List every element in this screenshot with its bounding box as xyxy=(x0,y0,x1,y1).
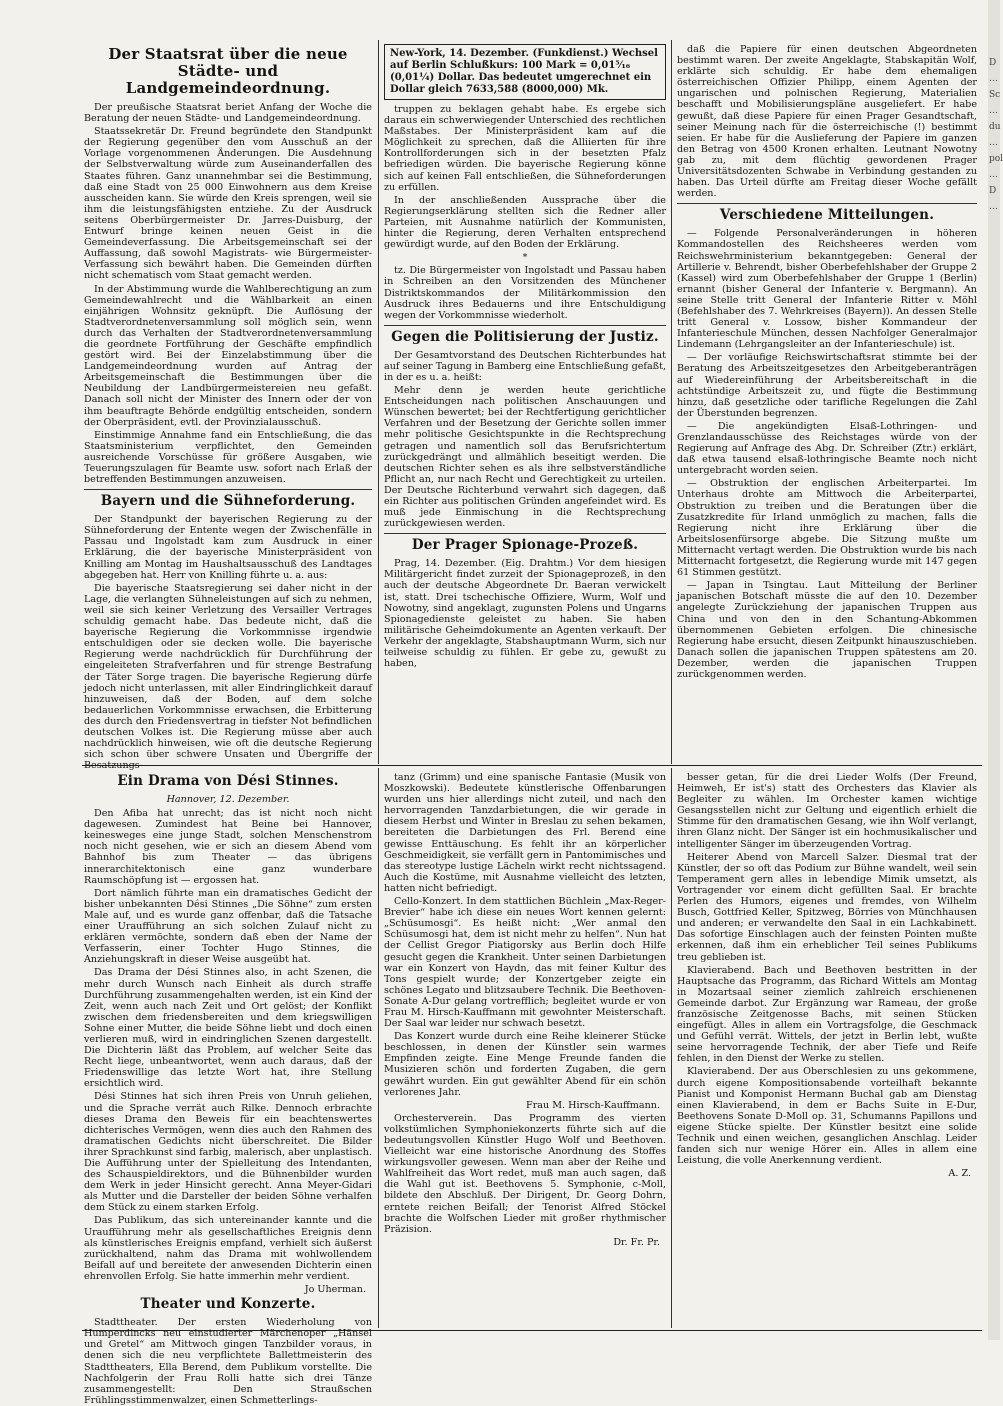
paragraph: Der Gesamtvorstand des Deutschen Richterbundes hat auf seiner Tagung in Bamberg eine Entschließung gefaßt, in der es u. a. heißt: xyxy=(384,349,666,383)
divider xyxy=(84,489,372,490)
article-column-1 xyxy=(84,44,372,772)
article-column-2 xyxy=(384,44,666,762)
dateline: Hannover, 12. Dezember. xyxy=(166,794,290,805)
paragraph: Der preußische Staatsrat beriet Anfang der Woche die Beratung der neuen Städte- und Landgemeindeordnung. xyxy=(84,102,372,125)
paragraph: tz. Die Bürgermeister von Ingolstadt und Passau haben in Schreiben an den Vorsitzenden des Münchener Distriktskommandos der Militärkommission den Ausdruck ihres Bedauerns und ihre Entschuldigung wegen der Vorkommnisse wiederholt. xyxy=(384,265,666,321)
paragraph: Staatssekretär Dr. Freund begründete den Standpunkt der Regierung gegenüber den vom Ausschuß an der Vorlage vorgenommenen Änderungen. Die Ausdehnung der Selbstverwaltung würde zum Auseinanderfallen des Staates führen. Ganz unannehmbar sei die Bestimmung, daß eine Stadt von 25 000 Einwohnern aus dem Kreise ausscheiden kann. Sie würde den Kreis sprengen, weil sie ihm die leistungsfähigsten entziehe. Zu der Ausdruck seitens Oberbürgermeister Dr. Jarres-Duisburg, der Entwurf bringe keinen neuen Geist in die Gemeindeverfassung. Die Arbeitsgemeinschaft sei der Auffassung, daß sowohl Magistrats- wie Bürgermeister-Verfassung sich bewährt haben. Die Gemeinden dürften nicht schematisch vom Staat gemacht werden. xyxy=(84,126,372,282)
column-rule xyxy=(671,768,672,1328)
column-rule xyxy=(378,768,379,1328)
paragraph: — Obstruktion der englischen Arbeiterpartei. Im Unterhaus drohte am Mittwoch die Arbeiterpartei, Obstruktion zu treiben und die Beratungen über die Zusatzkredite für Irland unmöglich zu machen, falls die Regierung nicht ihre Erklärung über die Arbeitslosenfürsorge abgebe. Die Sitzung mußte um Mitternacht vertagt werden. Die Obstruktion wurde bis nach Mitternacht fortgesetzt, die Regierung wurde mit 147 gegen 61 Stimmen gestützt. xyxy=(677,478,977,579)
paragraph: Stadttheater. Der ersten Wiederholung von Humperdincks neu einstudierter Märchenoper „Hänsel und Gretel“ am Mittwoch gingen Tanzbilder voraus, in denen sich die neu verpflichtete Ballettmeisterin des Stadttheaters, Ella Berend, dem Publikum vorstellte. Die Nachfolgerin der Frau Rolli hatte sich drei Tänze zusammengestellt: Den Straußschen Frühlingsstimmenwalzer, einen Schmetterlings- xyxy=(84,1317,372,1406)
paragraph: Klavierabend. Bach und Beethoven bestritten in der Hauptsache das Programm, das Richard Wittels am Montag in Mozartsaal seiner ziemlich zahlreich erschienenen Gemeinde darbot. Zur Ergänzung war Rameau, der große französische Zeitgenosse Bachs, mit seinen Stücken eingefügt. Alles in allem ein Vortragsfolge, die Geschmack und Gefühl verrät. Wittels, der jetzt in Berlin lebt, wußte seine hervorragende Technik, der aber Tiefe und Reife fehlen, in den Dienst der Werke zu stellen. xyxy=(677,964,977,1065)
headline-staatsrat: Der Staatsrat über die neue Städte- und Landgemeindeordnung. xyxy=(108,45,348,97)
paragraph: daß die Papiere für einen deutschen Abgeordneten bestimmt waren. Der zweite Angeklagte, Stabskapitän Wolf, erklärte sich schuldig. Er habe dem ehemaligen österreichischen Offizier Philipp, einem Agenten der ungarischen und polnischen Regierung, Materialien beschafft und Mobilisierungspläne ausgeliefert. Er habe gewußt, daß diese Papiere für einen Prager Gesandtschaft, seiner Meinung nach für die österreichische (!) bestimmt seien. Er habe für die Auslieferung der Papiere im ganzen den Betrag von 4500 Kronen erhalten. Leutnant Nowotny gab zu, mit dem flüchtig gewordenen Prager Universitätsdozenten Schwabe in Verbindung gestanden zu haben. Das Urteil dürfte am Freitag dieser Woche gefällt werden. xyxy=(677,44,977,200)
paragraph: Dort nämlich führte man ein dramatisches Gedicht der bisher unbekannten Dési Stinnes „Die Söhne“ zum ersten Male auf, und es wurde ganz offenbar, daß die Tatsache einer Uraufführung an sich solchen Zulauf nicht zu erklären vermöchte, sondern daß eben der Name der Verfasserin, einer Tochter Hugo Stinnes, die Anziehungskraft in dieser Weise ausgeübt hat. xyxy=(84,887,372,966)
adjacent-page-text: D … Sc … du … pol … D … xyxy=(989,58,1003,212)
paragraph: In der anschließenden Aussprache über die Regierungserklärung stellten sich die Redner aller Parteien, mit Ausnahme natürlich der Kommunisten, hinter die Regierung, deren Verhalten entsprechend gewürdigt wurde, auf den Boden der Erklärung. xyxy=(384,194,666,251)
author-signature: Frau M. Hirsch-Kauffmann. xyxy=(526,1099,660,1111)
divider xyxy=(384,325,666,326)
paragraph: tanz (Grimm) und eine spanische Fantasie (Musik von Moszkowski). Bedeutete künstlerische Offenbarungen wurden uns hier allerdings nicht zuteil, und nach den hervorragenden Tanzdarbietungen, die wir gerade in diesem Herbst und Winter in Breslau zu sehen bekamen, bereiteten die Darbietungen des Frl. Berend eine gewisse Enttäuschung. Es fehlt ihr an körperlicher Geschmeidigkeit, sie verfällt gern in Pantomimisches und das stereotype lustige Lächeln wirkt recht nichtssagend. Auch die Kostüme, mit Ausnahme vielleicht des letzten, hatten nicht befriedigt. xyxy=(384,772,666,894)
headline-mitteilungen: Verschiedene Mitteilungen. xyxy=(719,207,935,224)
headline-theater: Theater und Konzerte. xyxy=(140,1296,316,1313)
feuilleton-column-3 xyxy=(677,772,977,1326)
divider xyxy=(384,533,666,534)
divider xyxy=(677,203,977,204)
paragraph: Cello-Konzert. In dem stattlichen Büchlein „Max-Reger-Brevier“ habe ich diese ein neues Wort kennen gelernt: „Schüsumosgi“. Es heißt nicht: „Wer anmal den Schüsumosgi hat, dem ist nicht mehr zu helfen“. Nun hat der Cellist Gregor Piatigorsky aus Berlin doch Hilfe gesucht gegen die Krankheit. Unter seinen Darbietungen war ein Konzert von Haydn, das mit feiner Kultur des Tons gespielt wurde; der Konzertgeber zeigte ein schönes Legato und blitzsaubere Technik. Die Beethoven-Sonate A-Dur gelang vortrefflich; begleitet wurde er von Frau M. Hirsch-Kauffmann mit gewohnter Meisterschaft. Der Saal war leider nur schwach besetzt. xyxy=(384,896,666,1030)
column-rule xyxy=(378,40,379,764)
paragraph: Mehr denn je werden heute gerichtliche Entscheidungen nach politischen Anschauungen und Wünschen bewertet; bei der Rechtfertigung gerichtlicher Verfahren und der Besetzung der Gerichte sollen immer mehr politische Gesichtspunkte in die Rechtsprechung getragen und namentlich soll das Berufsrichtertum zurückgedrängt und allmählich beseitigt werden. Die deutschen Richter sehen es als ihre selbstverständliche Pflicht an, nur nach Recht und Gerechtigkeit zu urteilen. Der Deutsche Richterbund verwahrt sich dagegen, daß ein Richter aus politischen Gründen angefeindet wird. Es muß jede Einmischung in die Rechtsprechung zurückgewiesen werden. xyxy=(384,385,666,530)
exchange-rate-box: New-York, 14. Dezember. (Funkdienst.) Wechsel auf Berlin Schlußkurs: 100 Mark = 0,01⁵⁄₁₆ (0,01¼) Dollar. Das bedeutet umgerechnet ein Dollar gleich 7633,588 (8000,000) Mk. xyxy=(384,44,666,100)
separator-star: * xyxy=(522,252,528,264)
author-signature: Dr. Fr. Pr. xyxy=(613,1236,660,1248)
paragraph: Die bayerische Staatsregierung sei daher nicht in der Lage, die verlangten Sühneleistungen auf sich zu nehmen, weil sie sich keiner Verletzung des Versailler Vertrages schuldig gemacht habe. Das bedeute nicht, daß die bayerische Regierung die Vorkommnisse irgendwie entschuldigen oder sie decken wolle. Die bayerische Regierung werde nachdrücklich für Durchführung der eingeleiteten Strafverfahren und für strenge Bestrafung der Täter Sorge tragen. Die bayerische Regierung dürfe jedoch nicht unterlassen, mit aller Eindringlichkeit darauf hinzuweisen, daß der Boden, auf dem solche bedauerlichen Vorkommnisse erwachsen, die Erbitterung des durch den Friedensvertrag in tiefster Not befindlichen deutschen Volkes ist. Die Regierung müsse aber auch nachdrücklich hinweisen, wie oft die deutsche Regierung sich schon über schwere Unsaten und Übergriffe der Besatzungs- xyxy=(84,582,372,772)
headline-justiz: Gegen die Politisierung der Justiz. xyxy=(391,328,659,345)
paragraph: truppen zu beklagen gehabt habe. Es ergebe sich daraus ein schwerwiegender Unterschied des rechtlichen Maßstabes. Der Ministerpräsident kam auf die Möglichkeit zu sprechen, daß die Alliierten für ihre Kontrollforderungen sich in der besetzten Pfalz befriedigen würden. Die bayerische Regierung könne sich auf keinen Fall entschließen, die Sühneforderungen zu erfüllen. xyxy=(384,104,666,193)
paragraph: In der Abstimmung wurde die Wahlberechtigung an zum Gemeindewahlrecht und die Wählbarkeit an einen einjährigen Wohnsitz geknüpft. Die Auflösung der Stadtverordnetenversammlung soll möglich sein, wenn durch das Verhalten der Stadtverordnetenversammlung die geordnete Fortführung der Geschäfte empfindlich gestört wird. Bei der Einzelabstimmung über die Landgemeindeordnung wurden auf Antrag der Arbeitsgemeinschaft die Bestimmungen über die Neubildung der Landbürgermeistereien neu gefaßt. Danach soll nicht der Minister des Innern oder der von ihm beauftragte Behörde endgültig entscheiden, sondern der Oberpräsident, evtl. der Provinzialausschuß. xyxy=(84,283,372,428)
paragraph: Orchesterverein. Das Programm des vierten volkstümlichen Symphoniekonzerts führte sich auf die bedeutungsvollen Künstler Hugo Wolf und Beethoven. Vielleicht war eine historische Anordnung des Stoffes wirkungsvoller gewesen. Wenn man aber der Reihe und Wahlfreiheit das Wort redet, muß man auch sagen, daß die Wahl gut ist. Beethovens 5. Symphonie, c-Moll, bildete den Abschluß. Der Dirigent, Dr. Georg Dohrn, erntete reichen Beifall; der Tenorist Alfred Stöckel brachte die Wolfschen Lieder mit großer rhythmischer Präzision. xyxy=(384,1112,666,1235)
column-rule xyxy=(671,40,672,764)
paragraph: Der Standpunkt der bayerischen Regierung zu der Sühneforderung der Entente wegen der Zwischenfälle in Passau und Ingolstadt kam zum Ausdruck in einer Erklärung, die der bayerische Ministerpräsident von Knilling am Montag im Haushaltsausschuß des Landtages abgegeben hat. Herr von Knilling führte u. a. aus: xyxy=(84,514,372,581)
headline-drama: Ein Drama von Dési Stinnes. xyxy=(117,773,339,789)
paragraph: Das Drama der Dési Stinnes also, in acht Szenen, die mehr durch Wunsch nach Einheit als durch straffe Durchführung zusammengehalten werden, ist ein Kind der Zeit, wenn auch nach Zeit und Ort gelöst; der Konflikt zwischen dem friedensbereiten und dem kriegswilligen Sohne einer Mutter, die beide Söhne liebt und doch einen verlieren muß, wird in eindringlichen Szenen dargestellt. Die Dichterin läßt das Problem, auf welcher Seite das Recht liege, unbeantwortet, wenn auch daraus, daß der Friedenswillige das letzte Wort hat, ihre Stellung ersichtlich wird. xyxy=(84,967,372,1090)
headline-spionage: Der Prager Spionage-Prozeß. xyxy=(411,537,639,554)
paragraph: Prag, 14. Dezember. (Eig. Drahtm.) Vor dem hiesigen Militärgericht findet zurzeit der Spionageprozeß, in den auch der deutsche Abgeordnete Dr. Baeran verwickelt ist, statt. Drei tschechische Offiziere, Wurm, Wolf und Nowotny, sind angeklagt, zugunsten Polens und Ungarns Spionagedienste geleistet zu haben. Sie haben militärische Geheimdokumente an Agenten verkauft. Der Verkehr der angeklagte, Stabshauptmann Wurm, sich nur teilweise schuldig zu fühlen. Er gebe zu, gewußt zu haben, xyxy=(384,558,666,670)
paragraph: besser getan, für die drei Lieder Wolfs (Der Freund, Heimweh, Er ist's) statt des Orchesters das Klavier als Begleiter zu wählen. Im Orchester kamen wichtige Gesangsstellen nicht zur Geltung und eigentlich erhielt die Stimme für den dramatischen Gesang, wie ihn Wolf verlangt, ihren Glanz nicht. Der Sänger ist ein hochmusikalischer und intelligenter Sänger im überzeugenden Vortrag. xyxy=(677,772,977,850)
paragraph: — Japan in Tsingtau. Laut Mitteilung der Berliner japanischen Botschaft müsste die auf den 10. Dezember angelegte Zurückziehung der japanischen Truppen aus China und von den in den Schantung-Abkommen übernommenen Gebieten erfolgen. Die chinesische Regierung habe ersucht, diesen Zeitpunkt hinauszuschieben. Danach sollen die japanischen Truppen spätestens am 20. Dezember, werden die japanischen Truppen zurückgenommen werden. xyxy=(677,580,977,680)
paragraph: — Die angekündigten Elsaß-Lothringen- und Grenzlandausschüsse des Reichstages würde von der Regierung auf Anfrage des Abg. Dr. Schreiber (Ztr.) erklärt, daß etwa tausend elsaß-lothringische Beamte noch nicht untergebracht worden seien. xyxy=(677,420,977,477)
author-signature: Jo Uherman. xyxy=(304,1284,366,1296)
paragraph: Klavierabend. Der aus Oberschlesien zu uns gekommene, durch eigene Kompositionsabende vorteilhaft bekannte Pianist und Komponist Hermann Buchal gab am Dienstag einen Klavierabend, in dem er Bachs Suite in E-Dur, Beethovens Sonate D-Moll op. 31, Schumanns Papillons und eigene Stücke spielte. Der Künstler besitzt eine solide Technik und einen weichen, gesanglichen Anschlag. Leider fanden sich nur wenige Hörer ein. Alles in allem eine Leistung, die volle Anerkennung verdient. xyxy=(677,1066,977,1167)
paragraph: — Folgende Personalveränderungen in höheren Kommandostellen des Reichsheeres werden vom Reichswehrministerium bekanntgegeben: General der Artillerie v. Behrendt, bisher Oberbefehlshaber der Gruppe 2 (Kassel) wird zum Oberbefehlshaber der Gruppe 1 (Berlin) ernannt (bisher General der Infanterie v. Bergmann). An seine Stelle tritt General der Infanterie Ritter v. Möhl (Befehlshaber des 7. Wehrkreises (Bayern)). An dessen Stelle tritt General v. Lossow, bisher Kommandeur der Infanterieschule München, dessen Nachfolger Generalmajor Lindemann (Lehrgangsleiter an der Infanterieschule) ist. xyxy=(677,228,977,351)
paragraph: — Der vorläufige Reichswirtschaftsrat stimmte bei der Beratung des Arbeitszeitgesetzes den Arbeitgeberanträgen auf Wiedereinführung der Arbeitsbereitschaft in die achtstündige Arbeitszeit zu, und fügte die Bestimmung hinzu, daß gesetzliche oder tarifliche Regelungen die Zahl der Überstunden begrenzen. xyxy=(677,352,977,419)
paragraph: Das Publikum, das sich untereinander kannte und die Uraufführung mehr als gesellschaftliches Ereignis denn als künstlerisches Ereignis empfand, verhielt sich äußerst zurückhaltend, nahm das Drama mit wohlwollendem Beifall auf und bereitete der anwesenden Dichterin einen ehrenvollen Erfolg. Sie hatte immerhin mehr verdient. xyxy=(84,1215,372,1282)
paragraph: Den Afiba hat unrecht; das ist nicht noch nicht dagewesen. Zumindest hat Beine bei Hannover, keinesweges eine junge Stadt, solchen Menschenstrom noch nicht gesehen, wie er sich an diesem Abend vom Bahnhof bis zum Theater — das übrigens innerarchitektonisch eine ganz wunderbare Raumschöpfung ist — ergossen hat. xyxy=(84,808,372,886)
article-column-3 xyxy=(677,44,977,762)
author-signature: A. Z. xyxy=(948,1168,971,1180)
feuilleton-column-1 xyxy=(84,772,373,1406)
paragraph: Heiterer Abend von Marcell Salzer. Diesmal trat der Künstler, der so oft das Podium zur Bühne wandelt, weil sein Temperament gern alles in lebendige Mimik umsetzt, als Vortragender vor einem dicht gefüllten Saal. Er brachte Perlen des Humors, eigenes und fremdes, von Wilhelm Busch, Gottfried Keller, Spitzweg, Börries von Münchhausen und anderen; er verwandelte den Saal in ein Lachkabinett. Das sofortige Einschlagen auch der feinsten Pointen mußte erkennen, daß ihm ein erheblicher Teil seines Publikums treu geblieben ist. xyxy=(677,851,977,963)
headline-bayern: Bayern und die Sühneforderung. xyxy=(100,493,356,510)
paragraph: Einstimmige Annahme fand ein Entschließung, die das Staatsministerium verpflichtet, den Gemeinden ausreichende Vorschüsse für größere Ausgaben, wie Teuerungszulagen für Beamte usw. sofort nach Erlaß der betreffenden Bestimmungen anzuweisen. xyxy=(84,429,372,486)
paragraph: Das Konzert wurde durch eine Reihe kleinerer Stücke beschlossen, in denen der Künstler sein warmes Empfinden zeigte. Eine Menge Freunde fanden die Musizieren schön und forderten Zugaben, die gern gewährt wurden. Ein gut gewählter Abend für ein schön verlorenes Jahr. xyxy=(384,1031,666,1098)
feuilleton-column-2 xyxy=(384,772,666,1326)
paragraph: Dési Stinnes hat sich ihren Preis von Unruh geliehen, und die Sprache verrät auch Rilke. Dennoch erbrachte dieses Drama den Beweis für ein beachtenswertes dichterisches Vermögen, wenn dies auch den Rahmen des dramatischen Gedichts nicht überschreitet. Die Bilder ihrer Sprachkunst sind farbig, malerisch, aber unplastisch. Die Aufführung unter der Spielleitung des Intendanten, des Schauspieldirektors, und die Bühnenbilder wurden dem Werk in jeder Hinsicht gerecht. Anna Meyer-Gidari als Mutter und die Darsteller der beiden Söhne verhalfen dem Stück zu einem starken Erfolg. xyxy=(84,1091,373,1214)
